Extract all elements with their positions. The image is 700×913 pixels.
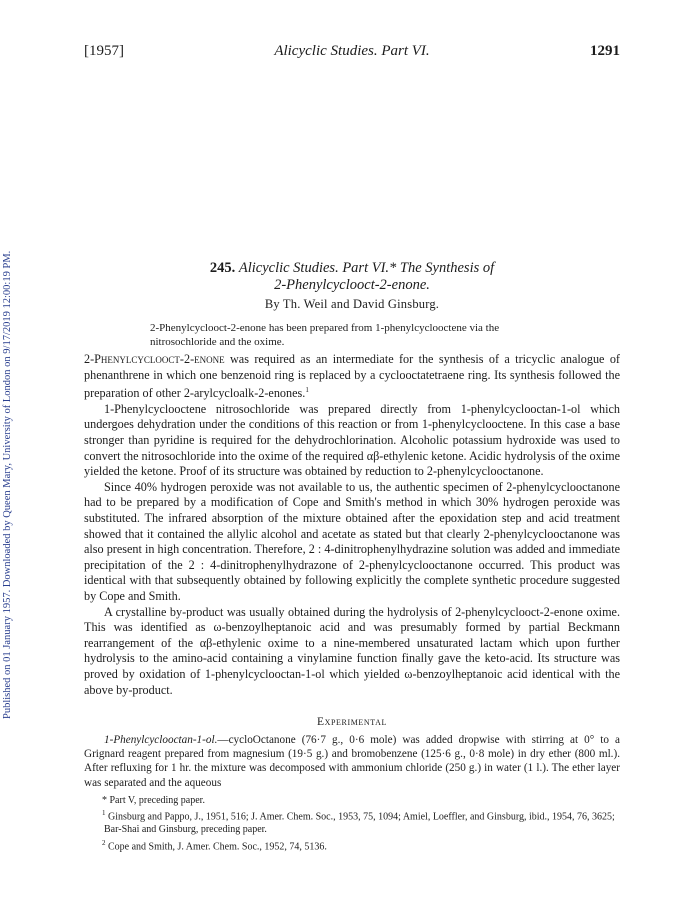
footnote-1 bbox=[84, 807, 620, 836]
journal-year: [1957] bbox=[84, 43, 124, 59]
paragraph-1-lead: 2-Phenylcyclooct-2-enone bbox=[84, 352, 225, 366]
paragraph-3: Since 40% hydrogen peroxide was not available to us, the authentic specimen of 2-phenylcyclooctanone had to be prepared by a modification of Cope and Smith's method in which 30% hydrogen peroxide was substituted. The infrared absorption of the mixture obtained after the epoxidation step and acid treatment showed that it contained the allylic alcohol and acetate as stated but that clearly 2-phenylcyclooctanone was also present in high concentration. Therefore, 2 : 4-dinitrophenylhydrazine solution was added and immediate precipitation of the 2 : 4-dinitrophenylhydrazone of 2-phenylcyclooctanone occurred. This product was identical with that subsequently obtained by following explicitly the complete synthetic procedure suggested by Cope and Smith. bbox=[84, 479, 620, 603]
footnote-ref-1: 1 bbox=[305, 386, 309, 395]
article-body bbox=[84, 352, 620, 698]
footnote-2-mark: 2 bbox=[102, 838, 106, 847]
experimental-section bbox=[84, 733, 620, 790]
page-header bbox=[84, 43, 620, 63]
experimental-paragraph-1 bbox=[84, 733, 620, 790]
paragraph-1-text: was required as an intermediate for the synthesis of a tricyclic analogue of phenanthrene in which one benzenoid ring is replaced by a cyclooctatetraene ring. Its synthesis followed the preparation of other 2-arylcycloalk-2-enones. bbox=[84, 352, 620, 401]
title-line-2: 2-Phenylcyclooct-2-enone. bbox=[274, 277, 430, 293]
experimental-lead: 1-Phenylcyclooctan-1-ol. bbox=[104, 734, 218, 746]
footnote-2 bbox=[84, 837, 620, 854]
paragraph-4: A crystalline by-product was usually obtained during the hydrolysis of 2-phenylcyclooct-2-enone oxime. This was identified as ω-benzoylheptanoic acid and was presumably formed by partial Beckmann rearrangement of the αβ-ethylenic oxime to a nine-membered unsaturated lactam which upon further hydrolysis to the amino-acid containing a vinylamine function finally gave the keto-acid. Its structure was proved by oxidation of 1-phenylcyclooctan-1-ol which yielded ω-benzoylheptanoic acid identical with the above by-product. bbox=[84, 604, 620, 697]
experimental-heading: Experimental bbox=[316, 716, 388, 728]
title-line-1: Alicyclic Studies. Part VI.* The Synthesis of bbox=[238, 260, 495, 276]
experimental-text: —cycloOctanone (76·7 g., 0·6 mole) was added dropwise with stirring at 0° to a Grignard reagent prepared from magnesium (19·5 g.) and bromobenzene (125·6 g., 0·8 mole) in dry ether (800 ml.). After refluxing for 1 hr. the mixture was decomposed with ammonium chloride (250 g.) in water (1 l.). The ether layer was separated and the aqueous bbox=[84, 734, 620, 789]
paragraph-2: 1-Phenylcyclooctene nitrosochloride was prepared directly from 1-phenylcyclooctan-1-ol which undergoes dehydration under the conditions of this reaction or from 1-phenylcyclooctene. In this case a base stronger than pyridine is required for the dehydrochlorination. Alcoholic potassium hydroxide was used to convert the nitrosochloride into the oxime of the required αβ-ethylenic ketone. Acidic hydrolysis of the oxime yielded the ketone. Proof of its structure was obtained by reduction to 2-phenylcyclooctanone. bbox=[84, 401, 620, 479]
article-title bbox=[84, 260, 620, 294]
download-notice-sidebar: Published on 01 January 1957. Downloaded by Queen Mary, University of London on 9/17/2019 12:00:19 PM. bbox=[2, 250, 13, 720]
footnote-star: * Part V, preceding paper. bbox=[102, 795, 205, 806]
abstract: 2-Phenylcyclooct-2-enone has been prepared from 1-phenylcyclooctene via the nitrosochloride and the oxime. bbox=[150, 322, 500, 348]
authors: By Th. Weil and David Ginsburg. bbox=[264, 297, 440, 311]
page-number: 1291 bbox=[590, 43, 620, 59]
article-number: 245. bbox=[209, 260, 236, 276]
paragraph-1 bbox=[84, 352, 620, 402]
footnotes bbox=[84, 795, 620, 853]
footnote-1-mark: 1 bbox=[102, 809, 106, 818]
running-title: Alicyclic Studies. Part VI. bbox=[274, 43, 430, 59]
footnote-1-text: Ginsburg and Pappo, J., 1951, 516; J. Amer. Chem. Soc., 1953, 75, 1094; Amiel, Loeffler, and Ginsburg, ibid., 1954, 76, 3625; Bar-Shai and Ginsburg, preceding paper. bbox=[104, 811, 615, 836]
footnote-2-text: Cope and Smith, J. Amer. Chem. Soc., 1952, 74, 5136. bbox=[108, 840, 327, 852]
